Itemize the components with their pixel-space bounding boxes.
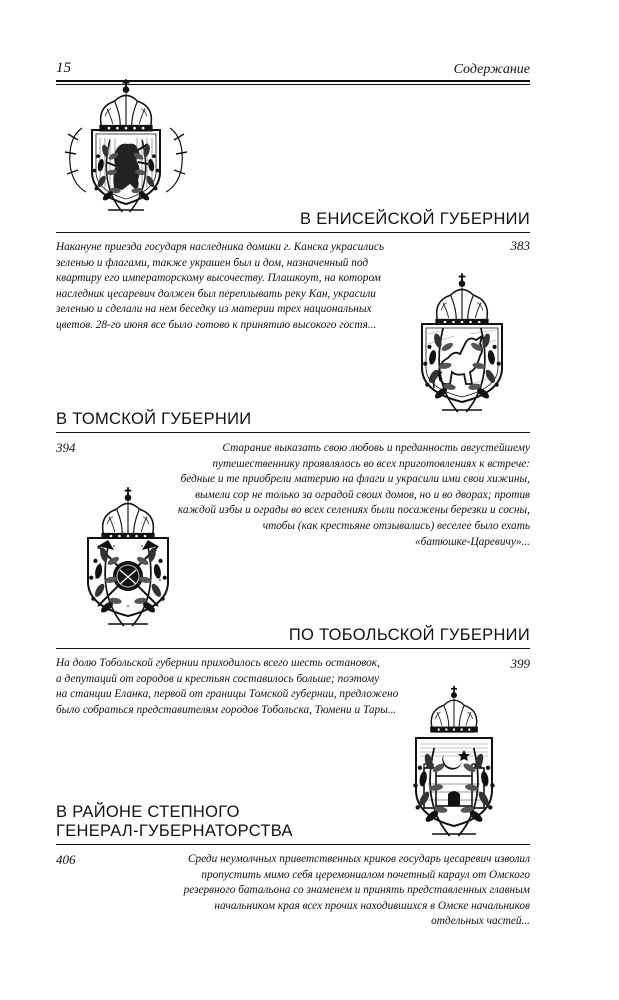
excerpt-line: На долю Тобольской губернии приходилось всего шесть остановок, [56, 657, 380, 669]
steppe-coat-of-arms [384, 694, 524, 842]
excerpt-line: зеленью и сделали на нем беседку из материи трех национальных [56, 303, 372, 316]
excerpt-line: бедные и те приобрели материю на флаги и украсили ими свои хижины, [180, 473, 530, 486]
excerpt-line: Накануне приезда государя наследника домики г. Канска украсились [56, 241, 385, 253]
section-excerpt [184, 852, 530, 930]
excerpt-line: Старание выказать свою любовь и преданность августейшему [222, 442, 530, 454]
excerpt-line: а депутаций от городов и крестьян составилось больше; поэтому [56, 672, 380, 685]
section-rule [56, 648, 530, 649]
yeniseysk-coat-of-arms [56, 88, 196, 218]
section-rule [56, 432, 530, 433]
section-excerpt [56, 656, 398, 718]
excerpt-line: было собраться представителям городов Тобольска, Тюмени и Тары... [56, 703, 397, 716]
excerpt-line: цветов. 28-го июня все было готово к принятию высокого гостя... [56, 318, 377, 331]
running-head: Содержание [453, 62, 530, 77]
excerpt-line: на станции Еланка, первой от границы Томской губернии, предложено [56, 688, 399, 701]
header-rule-thin [56, 84, 530, 85]
section-title-line: ГЕНЕРАЛ-ГУБЕРНАТОРСТВА [56, 822, 293, 840]
excerpt-line: наследник цесаревич должен был переплывать реку Кан, украсили [56, 287, 376, 300]
page-number: 15 [56, 60, 71, 76]
excerpt-line: отдельных частей... [431, 915, 530, 928]
excerpt-line: «батюшке-Царевичу»... [415, 535, 530, 548]
section-title-line: В РАЙОНЕ СТЕПНОГО [56, 803, 240, 821]
section-title: В ТОМСКОЙ ГУБЕРНИИ [56, 410, 252, 428]
tobolsk-coat-of-arms [58, 494, 198, 629]
excerpt-line: квартиру его императорскому высочеству. Плашкоут, на котором [56, 272, 381, 285]
excerpt-line: пропустить мимо себя церемониалом почетный караул от Омского [201, 868, 530, 881]
page-ref: 399 [510, 656, 530, 671]
tomsk-coat-of-arms [392, 280, 532, 415]
section-rule [56, 844, 530, 845]
excerpt-line: Среди неумолчных приветственных криков государь цесаревич изволил [188, 853, 530, 865]
excerpt-line: путешественнику проявлялось во всех приготовлениях к встрече: [212, 457, 530, 470]
section-title: В ЕНИСЕЙСКОЙ ГУБЕРНИИ [300, 210, 530, 228]
excerpt-line: зеленью и флагами, также украшен был и дом, назначенный под [56, 256, 369, 269]
page-ref: 406 [56, 852, 76, 867]
excerpt-line: каждой избы и ограды во всех селениях были посажены березки и сосны, [177, 504, 530, 517]
excerpt-line: резервного батальона со знаменем и принять представленных главным [183, 884, 530, 897]
excerpt-line: начальником края всех прочих находившихся в Омске начальников [214, 899, 530, 912]
excerpt-line: чтобы (как крестьяне отзывались) веселее было ехать [262, 519, 530, 532]
excerpt-line: вымели сор не только за оградой своих домов, но и во дворах; против [195, 488, 530, 501]
section-rule [56, 232, 530, 233]
section-title [56, 803, 293, 841]
section-excerpt [178, 441, 530, 550]
page-ref: 383 [510, 238, 530, 253]
section-title: ПО ТОБОЛЬСКОЙ ГУБЕРНИИ [288, 626, 530, 644]
page-ref: 394 [56, 440, 76, 455]
section-excerpt [56, 240, 384, 334]
